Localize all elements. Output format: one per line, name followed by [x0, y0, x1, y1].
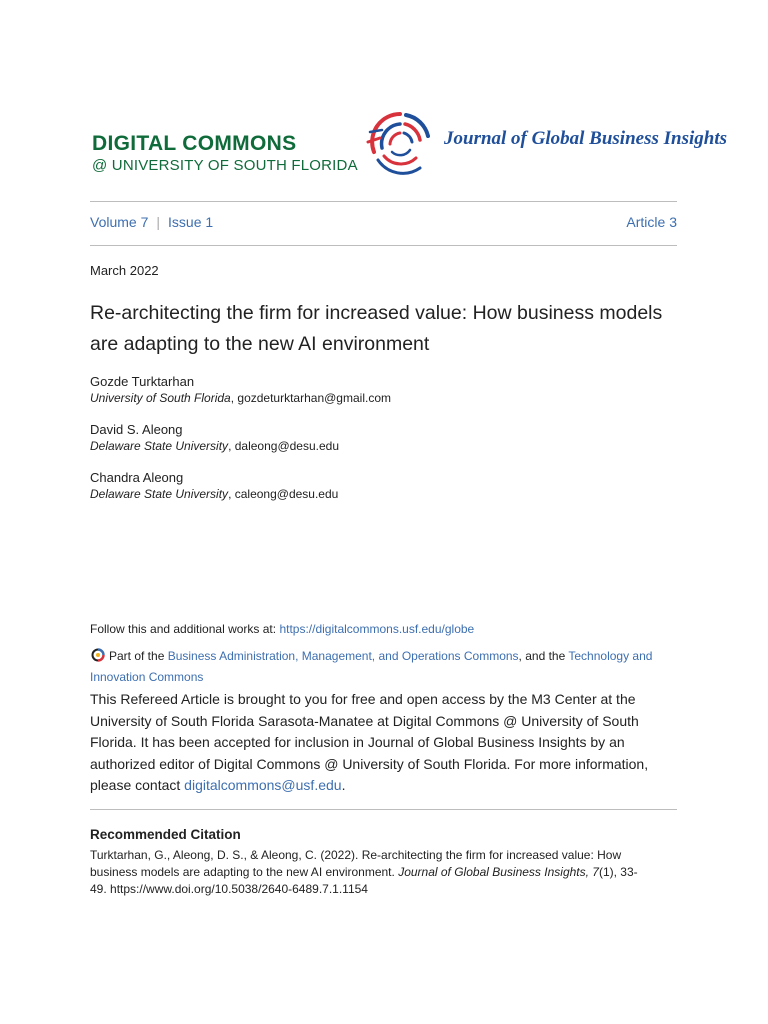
follow-line [90, 622, 474, 636]
author-email: , gozdeturktarhan@gmail.com [230, 391, 391, 405]
access-text: This Refereed Article is brought to you for free and open access by the M3 Center at the University of South Florida Sarasota-Manatee at Digital Commons @ University of South Florida. It has been accepted for inclusion in Journal of Global Business Insights by an authorized editor of Digital Commons @ University of South Florida. For more information, please contact [90, 691, 649, 793]
divider [90, 245, 677, 246]
contact-email-link[interactable]: digitalcommons@usf.edu [184, 777, 342, 793]
author-name: Chandra Aleong [90, 470, 184, 485]
author-block [90, 373, 670, 407]
business-admin-commons-link[interactable]: Business Administration, Management, and Operations Commons [167, 649, 519, 663]
author-email: , caleong@desu.edu [228, 487, 339, 501]
journal-globe-icon [360, 102, 440, 182]
divider [90, 201, 677, 202]
article-title: Re-architecting the firm for increased value: How business models are adapting to the new AI environment [90, 302, 663, 355]
journal-name[interactable]: Journal of Global Business Insights [444, 128, 727, 149]
part-of-line [90, 646, 680, 688]
author-institution: Delaware State University [90, 487, 229, 501]
author-institution: Delaware State University [90, 439, 229, 453]
access-end: . [341, 777, 346, 793]
citation-part: Turktarhan, G., Aleong, D. S., & Aleong, C. (2022). Re-architecting the firm for increased value: How business models are adapting to the new AI environment. [90, 848, 622, 879]
follow-url-link[interactable]: https://digitalcommons.usf.edu/globe [279, 622, 475, 636]
citation-part: (1), 33-49. https://www.doi.org/10.5038/2640-6489.7.1.1154 [90, 865, 638, 896]
digital-commons-logo[interactable] [92, 132, 358, 176]
issue-link[interactable]: Issue 1 [168, 214, 214, 230]
access-statement [90, 689, 680, 797]
volume-link[interactable]: Volume 7 [90, 214, 149, 230]
author-name: David S. Aleong [90, 422, 183, 437]
dc-logo-subtitle: @ UNIVERSITY OF SOUTH FLORIDA [92, 157, 358, 174]
dc-logo-title: DIGITAL COMMONS [92, 132, 297, 155]
separator: | [156, 214, 161, 230]
author-block [90, 421, 670, 455]
technology-innovation-commons-link[interactable]: Technology and Innovation Commons [90, 649, 653, 684]
part-of-prefix: Part of the [109, 649, 168, 663]
citation-text [90, 847, 650, 898]
issue-bar [90, 214, 677, 230]
author-block [90, 469, 670, 503]
divider [90, 809, 677, 810]
article-link[interactable]: Article 3 [626, 214, 677, 230]
part-of-mid: , and the [518, 649, 569, 663]
author-email: , daleong@desu.edu [228, 439, 339, 453]
follow-text: Follow this and additional works at: [90, 622, 280, 636]
recommended-citation-heading: Recommended Citation [90, 827, 241, 842]
publication-date: March 2022 [90, 263, 159, 278]
citation-journal: Journal of Global Business Insights, 7 [398, 865, 599, 879]
author-institution: University of South Florida [90, 391, 231, 405]
bepress-commons-icon [90, 647, 106, 663]
author-name: Gozde Turktarhan [90, 374, 195, 389]
